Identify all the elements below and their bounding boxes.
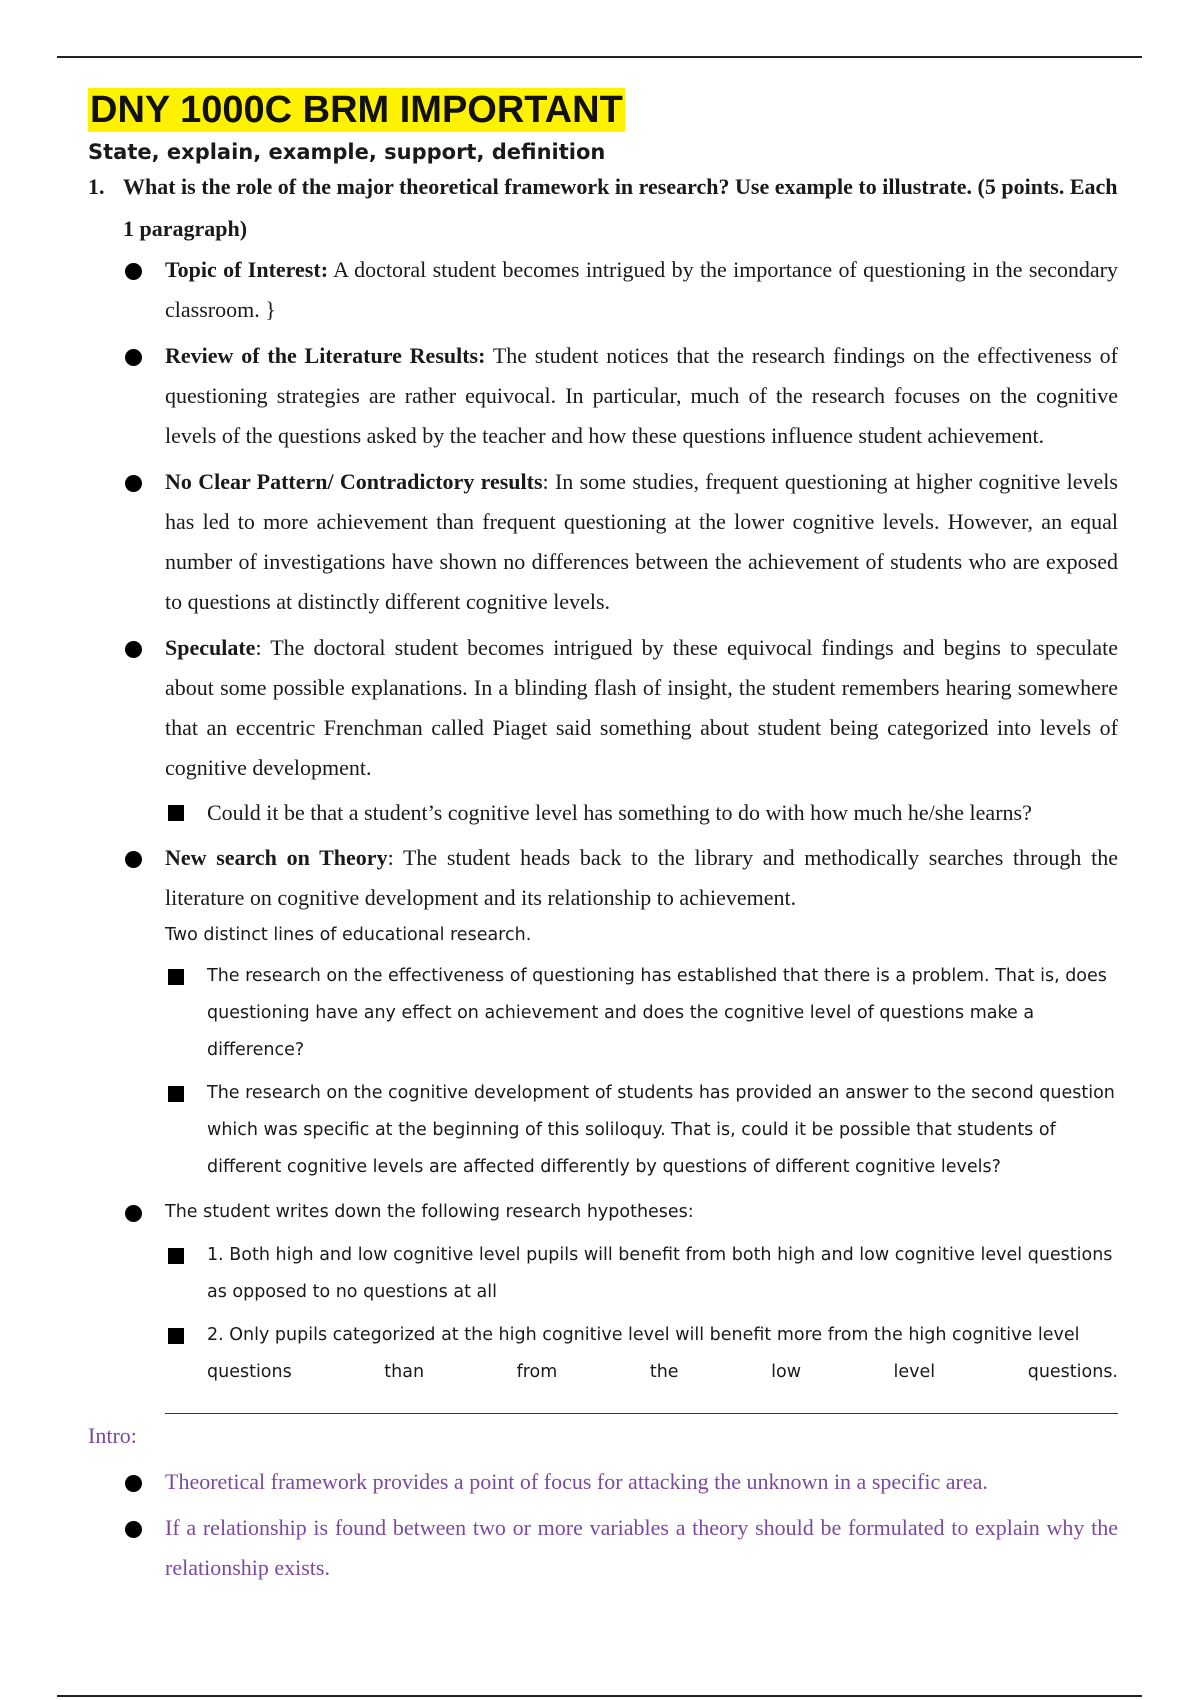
research-line-1 bbox=[88, 958, 1118, 1069]
speculate-subpoint bbox=[88, 794, 1118, 832]
hypothesis-1 bbox=[88, 1237, 1118, 1311]
research-line-2 bbox=[88, 1075, 1118, 1186]
research-line-text: The research on the cognitive development of students has provided an answer to the second question which was specific at the beginning of this soliloquy. That is, could it be possible that students of different cognitive levels are affected differently by questions of different cognitive levels? bbox=[207, 1083, 1115, 1177]
document-body bbox=[88, 88, 1118, 1594]
square-bullet-icon bbox=[168, 1328, 184, 1344]
bullet-label: No Clear Pattern/ Contradictory results bbox=[165, 469, 543, 494]
document-title: DNY 1000C BRM IMPORTANT bbox=[90, 89, 623, 131]
question-number: 1. bbox=[88, 174, 105, 199]
question-1 bbox=[88, 166, 1118, 250]
square-bullet-icon bbox=[168, 1086, 184, 1102]
bullet-dot-icon bbox=[125, 851, 142, 868]
square-bullet-icon bbox=[168, 1248, 184, 1264]
bullet-speculate bbox=[88, 628, 1118, 788]
hypothesis-text: 2. Only pupils categorized at the high cognitive level will benefit more from the high cognitive level questions than from the low level questions. bbox=[207, 1325, 1118, 1382]
intro-point-2 bbox=[88, 1508, 1118, 1588]
bullet-topic-of-interest bbox=[88, 250, 1118, 330]
bullet-dot-icon bbox=[125, 349, 142, 366]
hypothesis-text: 1. Both high and low cognitive level pupils will benefit from both high and low cognitive level questions as opposed to no questions at all bbox=[207, 1245, 1113, 1302]
bullet-new-search bbox=[88, 838, 1118, 952]
square-bullet-icon bbox=[168, 805, 184, 821]
section-divider bbox=[165, 1413, 1118, 1414]
bullet-text: : The student heads back to the library and methodically searches through the literature on cognitive development and its relationship to achievement. bbox=[165, 845, 1118, 910]
bullet-text: A doctoral student becomes intrigued by the importance of questioning in the secondary classroom. } bbox=[165, 257, 1119, 322]
bullet-label: Topic of Interest: bbox=[165, 257, 329, 282]
bullet-label: Review of the Literature Results: bbox=[165, 343, 486, 368]
bullet-dot-icon bbox=[125, 1521, 142, 1538]
top-rule bbox=[57, 56, 1142, 58]
hypothesis-2 bbox=[88, 1317, 1118, 1391]
bullet-no-clear-pattern bbox=[88, 462, 1118, 622]
subpoint-text: Could it be that a student’s cognitive level has something to do with how much he/she learns? bbox=[207, 800, 1032, 825]
bullet-literature-review bbox=[88, 336, 1118, 456]
bullet-hypotheses bbox=[88, 1194, 1118, 1231]
answer-bullets bbox=[88, 250, 1118, 788]
research-line-text: The research on the effectiveness of questioning has established that there is a problem. That is, does questioning have any effect on achievement and does the cognitive level of questions make a difference? bbox=[207, 966, 1107, 1060]
bullet-dot-icon bbox=[125, 641, 142, 658]
intro-point-text: If a relationship is found between two or more variables a theory should be formulated to explain why the relationship exists. bbox=[165, 1515, 1118, 1580]
question-text: What is the role of the major theoretical framework in research? Use example to illustrate. (5 points. Each 1 paragraph) bbox=[123, 174, 1118, 241]
bullet-dot-icon bbox=[125, 475, 142, 492]
intro-point-text: Theoretical framework provides a point of focus for attacking the unknown in a specific area. bbox=[165, 1469, 988, 1494]
bullet-dot-icon bbox=[125, 1475, 142, 1492]
bottom-rule bbox=[57, 1695, 1142, 1697]
bullet-text: The student writes down the following research hypotheses: bbox=[165, 1202, 694, 1222]
bullet-text: The student notices that the research findings on the effectiveness of questioning strategies are rather equivocal. In particular, much of the research focuses on the cognitive levels of the questions asked by the teacher and how these questions influence student achievement. bbox=[165, 343, 1118, 448]
bullet-label: New search on Theory bbox=[165, 845, 388, 870]
intro-label: Intro: bbox=[88, 1423, 137, 1448]
bullet-text: : In some studies, frequent questioning at higher cognitive levels has led to more achievement than frequent questioning at the lower cognitive levels. However, an equal number of investigations have shown no differences between the achievement of students who are exposed to questions at distinctly different cognitive levels. bbox=[165, 469, 1118, 614]
document-subtitle: State, explain, example, support, definition bbox=[88, 140, 606, 164]
bullet-label: Speculate bbox=[165, 635, 256, 660]
bullet-text: : The doctoral student becomes intrigued by these equivocal findings and begins to speculate about some possible explanations. In a blinding flash of insight, the student remembers hearing somewhere that an eccentric Frenchman called Piaget said something about student being categorized into levels of cognitive development. bbox=[165, 635, 1118, 780]
bullet-dot-icon bbox=[125, 263, 142, 280]
bullet-extra-text: Two distinct lines of educational research. bbox=[165, 925, 532, 945]
intro-point-1 bbox=[88, 1462, 1118, 1502]
square-bullet-icon bbox=[168, 969, 184, 985]
bullet-dot-icon bbox=[125, 1205, 142, 1222]
